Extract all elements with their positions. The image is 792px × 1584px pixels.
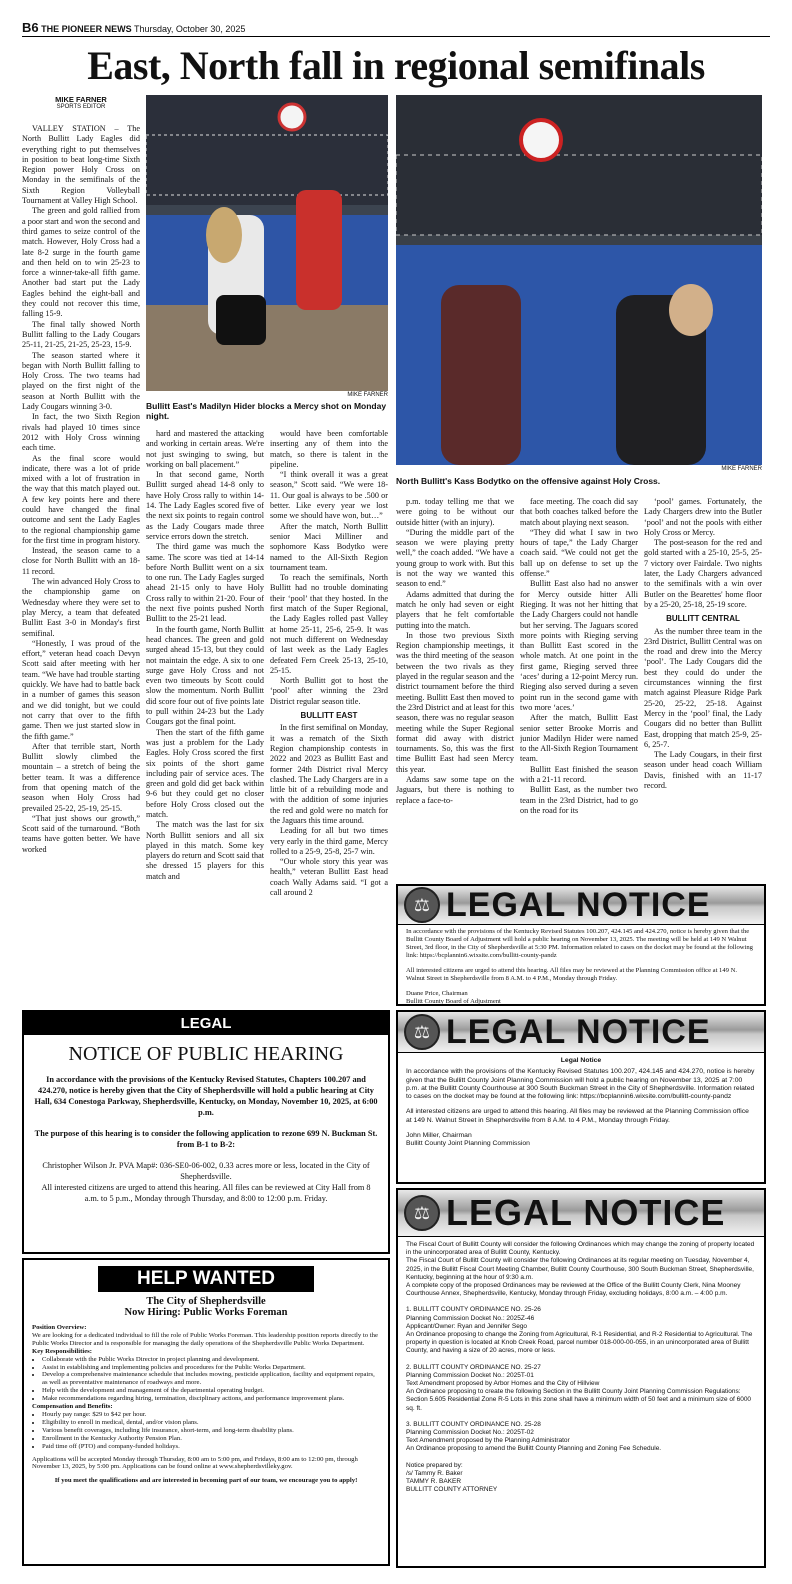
byline-name: MIKE FARNER (55, 95, 107, 104)
ordinance-item (406, 1306, 756, 1355)
paper-name: THE PIONEER NEWS (41, 24, 132, 34)
compensation-label: Compensation and Benefits: (32, 1403, 113, 1411)
article-paragraph: Bullitt East finished the season with a 21-11 record. (520, 764, 638, 785)
page-folio (22, 20, 245, 35)
prepared-line: /s/ Tammy R. Baker (406, 1469, 463, 1477)
apply-text: Applications will be accepted Monday through Thursday, 8:00 am to 5:00 pm, and Fridays, 8:00 am to 12:00 pm, through November 13, 2025, by 5:00 pm. Applications can be found online at www.shepherdsvilleky.gov. (32, 1455, 358, 1471)
article-paragraph: In those two previous Sixth Region championship meetings, it was the third meeting of the season between the two rivals as they played in the regular season and the district tournament before the third meeting. Bullitt East then moved to the 23rd District and at least for this season, there was no regular season meeting while the Super Regional format did away with district tournaments. So, this was the first time Bullitt East had seen Mercy this year. (396, 630, 514, 774)
overview-text: We are looking for a dedicated individual to fill the role of Public Works Foreman. This leadership position reports directly to the Public Works Director and is responsible for managing the daily operations of the Shepherdsville Public Works Department. (32, 1331, 378, 1347)
legal-notice-fiscal-court (396, 1188, 766, 1568)
article-column-1 (22, 124, 140, 1004)
article-paragraph: After the match, Bullitt East senior setter Brooke Morris and junior Madilyn Hider were named to the All-Sixth Region Tournament team. (520, 713, 638, 764)
article-paragraph: face meeting. The coach did say that both coaches talked before the match about playing next season. (520, 497, 638, 527)
article-paragraph: After that terrible start, North Bullitt slowly climbed the mountain – a stretch of being the better team. It was a difference from that opening match of the season when Holy Cross had prevailed 25-22, 25-19, 25-15. (22, 741, 140, 813)
article-paragraph: VALLEY STATION – The North Bullitt Lady Eagles did everything right to put themselves in position to beat long-time Sixth Region power Holy Cross on Monday in the semifinals of the Sixth Region Volleyball Tournament at Valley High School. (22, 124, 140, 206)
photo-volleyball-attack (396, 95, 762, 465)
list-item: • Various benefit coverages, including life insurance, short-term, and long-term disability plans. (42, 1427, 380, 1435)
ordinance-desc: An Ordinance proposing to create the following Section in the Bullitt County Joint Planning Commission Regulations: Section 5.605 Residential Zone R-5 Lots in this zone shall have a minimum width of 50 feet and a minimum size of 6000 sq. ft. (406, 1388, 752, 1412)
ordinance-docket: Planning Commission Docket No.: 2025T-02 (406, 1429, 534, 1437)
ordinance-item (406, 1364, 756, 1413)
article-column-6 (644, 497, 762, 879)
scales-of-justice-icon: ⚖ (404, 887, 440, 923)
legal1-paragraph: In accordance with the provisions of the Kentucky Revised Statutes 100.207, 424.145 and 424.270, notice is hereby given that the Bullitt County Board of Adjustment will hold a public hearing on November 13, 2025. The meeting will be held at 149 N Walnut Street, 3rd floor, in the City of Shepherdsville at 5:30 PM. Information related to cases on the docket may be found at the following link: https://bcplannin6.wixsite.com/bullitt-county-pandz (406, 928, 753, 959)
article-paragraph: ‘pool’ games. Fortunately, the Lady Chargers drew into the Butler ‘pool’ and not the pools with either Holy Cross or Mercy. (644, 497, 762, 537)
photo-volleyball-block (146, 95, 388, 391)
legal-notice-title: LEGAL NOTICE (446, 1012, 711, 1051)
help-wanted-bar: HELP WANTED (98, 1266, 314, 1292)
photo1-caption: Bullitt East's Madilyn Hider blocks a Mercy shot on Monday night. (146, 401, 387, 421)
legal-notice-title: LEGAL NOTICE (446, 1192, 726, 1233)
notice-intro: In accordance with the provisions of the Kentucky Revised Statutes, Chapters 100.207 and 424.270, notice is hereby given that the City of Shepherdsville will hold a public hearing at City Hall, 634 Conestoga Parkway, Shepherdsville, Kentucky, on Monday, November 10, 2025, at 6:00 p.m. (34, 1075, 378, 1117)
notice-bar: LEGAL (24, 1012, 388, 1035)
ordinance-item (406, 1421, 756, 1454)
article-column-5 (520, 497, 638, 879)
article-paragraph: To reach the semifinals, North Bullitt had no trouble dominating their ‘pool’ that they hosted. In the first match of the Super Regional, the Lady Eagles rolled past Valley at home 25-11, 25-6, 25-9. It was not much different on Wednesday of last week as the Lady Eagles defeated Fern Creek 25-13, 25-10, 25-15. (270, 573, 388, 675)
article-paragraph: “They did what I saw in two hours of tape,” the Lady Charger coach said. “We could not get the ball up on defense to set up the offense.” (520, 527, 638, 579)
article-paragraph: As the number three team in the 23rd District, Bullitt Central was on the road and drew into the Mercy ‘pool’. The Lady Cougars did the best they could do under the circumstances winning the first match against Pleasure Ridge Park 25-20, 25-22, 25-18. Against Mercy in the ‘pool’ final, the Lady Cougars did no better than Bullitt East, dropping that match 25-9, 25-6, 25-7. (644, 626, 762, 749)
article-column-3 (270, 429, 388, 1005)
notice-closing: All interested citizens are urged to attend this hearing. All files can be reviewed at City Hall from 8 a.m. to 5 p.m., Monday through Thursday, and 8:00 to 12:00 p.m. Friday. (41, 1183, 371, 1203)
article-paragraph: In fact, the two Sixth Region rivals had played 10 times since 2012 with Holy Cross winning each time. (22, 412, 140, 453)
article-paragraph: After the match, North Bullitt senior Maci Milliner and sophomore Kass Bodytko were named to the All-Sixth Region tournament team. (270, 521, 388, 572)
legal2-signature-org: Bullitt County Joint Planning Commission (406, 1140, 530, 1148)
prepared-line: BULLITT COUNTY ATTORNEY (406, 1486, 498, 1494)
legal2-paragraph: In accordance with the provisions of the Kentucky Revised Statutes 100.207, 424.145 and 424.270, notice is hereby given that the Bullitt County Joint Planning Commission will hold a public hearing on November 13, 2025 at 7:00 p.m. at the Bullitt County Courthouse at 300 South Buckman Street in the City of Shepherdsville. Information related to cases on the docket may be found at the following link: https://bcplannin6.wixsite.com/bullitt-county-pandz (406, 1068, 755, 1101)
article-paragraph: In that second game, North Bullitt surged ahead 14-8 only to have Holy Cross rally to within 14-14. The Lady Eagles scored five of the next six points to regain control as the Lady Cougars made three service errors down the stretch. (146, 470, 264, 541)
article-paragraph: “That just shows our growth,” Scott said of the turnaround. “Both teams have gotten better. We have worked (22, 813, 140, 854)
article-paragraph: “Honestly, I was proud of the effort,” veteran head coach Devyn Scott said after meeting with her team. “We have had trouble starting quickly. We have had to battle back in a number of games this season and we did tonight, but we could not carry that over to the fifth game. Then we just started slow in the fifth game.” (22, 638, 140, 741)
notice-purpose: The purpose of this hearing is to consider the following application to rezone 699 N. Buckman St. from B-1 to B-2: (34, 1129, 378, 1149)
page-number: B6 (22, 20, 39, 35)
fiscal-court-line: The Fiscal Court of Bullitt County will consider the following Ordinances at its regular meeting on Tuesday, November 4, 2025, in the Bullitt Fiscal Court Meeting Chamber, Bullitt County Courthouse, 300 South Buckman Street, Shepherdsville, Kentucky, beginning at the hour of 9:30 a.m. (406, 1257, 754, 1281)
legal-notice-planning-commission (396, 1010, 766, 1184)
notice-of-public-hearing (22, 1010, 390, 1254)
article-paragraph: North Bullitt got to host the ‘pool’ after winning the 23rd District regular season title. (270, 676, 388, 706)
ordinance-who: Text Amendment proposed by Arbor Homes and the City of Hillview (406, 1380, 600, 1388)
legal-notice-body (398, 1053, 764, 1153)
legal2-signature: John Miller, Chairman (406, 1132, 472, 1140)
ordinance-num: 2. BULLITT COUNTY ORDINANCE NO. 25-27 (406, 1363, 541, 1371)
legal1-signature-org: Bullitt County Board of Adjustment (406, 998, 501, 1005)
article-paragraph: p.m. today telling me that we were going to be without our outside hitter (with an injury). (396, 497, 514, 527)
list-item: • Eligibility to enroll in medical, dental, and/or vision plans. (42, 1419, 380, 1427)
list-item: • Enrollment in the Kentucky Authority Pension Plan. (42, 1435, 380, 1443)
list-item: • Help with the development and management of the departmental operating budget. (42, 1387, 380, 1395)
fiscal-court-line: A complete copy of the proposed Ordinances may be reviewed at the Office of the Bullitt County Clerk, Nina Mooney Courthouse Annex, Shepherdsville, Kentucky, Monday through Friday, excluding holidays, 8:00 a.m. – 4:00 p.m. (406, 1282, 741, 1298)
help-wanted-role: Now Hiring: Public Works Foreman (124, 1307, 288, 1318)
article-paragraph: “Our whole story this year was health,” veteran Bullitt East head coach Wally Adams said. “I got a call around 2 (270, 857, 388, 898)
notice-prepared-by (406, 1462, 756, 1495)
article-paragraph: In the first semifinal on Monday, it was a rematch of the Sixth Region championship contests in 2022 and 2023 as Bullitt East and former 24th District rival Mercy clashed. The Lady Chargers are in a little bit of a rebuilding mode and with the addition of some injuries the red and gold were no match for the Jaguars this time around. (270, 723, 388, 825)
byline (22, 95, 140, 110)
legal-notice-body (398, 1237, 764, 1498)
article-paragraph: The match was the last for six North Bullitt seniors and all six played in this match. Some key players do return and Scott said that she dressed 15 players for this match and (146, 820, 264, 881)
photo2-credit: MIKE FARNER (721, 466, 762, 472)
ordinance-num: 3. BULLITT COUNTY ORDINANCE NO. 25-28 (406, 1420, 541, 1428)
byline-role: SPORTS EDITOR (56, 104, 106, 110)
legal-notice-body (398, 925, 764, 1009)
article-paragraph: Instead, the season came to a close for North Bullitt with an 18-11 record. (22, 546, 140, 576)
apply-closing: If you meet the qualifications and are interested in becoming part of our team, we encourage you to apply! (54, 1477, 358, 1485)
photo2-caption: North Bullitt's Kass Bodytko on the offensive against Holy Cross. (396, 476, 661, 486)
issue-date: Thursday, October 30, 2025 (134, 24, 246, 34)
list-item: • Paid time off (PTO) and company-funded holidays. (42, 1443, 380, 1451)
legal1-signature: Duane Price, Chairman (406, 990, 468, 997)
headline: East, North fall in regional semifinals (87, 43, 705, 88)
fiscal-court-line: The Fiscal Court of Bullitt County will consider the following Ordinances which may change the zoning of property located in the unincorporated area of Bullitt County, Kentucky. (406, 1241, 755, 1257)
help-wanted-body (24, 1324, 388, 1485)
article-paragraph: would have been comfortable inserting any of them into the match, so there is talent in the pipeline. (270, 429, 388, 469)
article-paragraph: The third game was much the same. The score was tied at 14-14 before North Bullitt went on a six to one run. The Lady Eagles surged ahead 21-15 only to have Holy Cross rally to within 21-20. Four of the next five points pushed North Bullitt to the 25-21 lead. (146, 542, 264, 624)
legal1-paragraph: All interested citizens are urged to attend this hearing. All files may be reviewed at the Planning Commission office at 149 N. Walnut Street in Shepherdsville from 8 A.M. to 4 P.M., Monday through Friday. (406, 967, 738, 982)
ordinance-who: Text Amendment proposed by the Planning Administrator (406, 1437, 570, 1445)
article-paragraph: In the fourth game, North Bullitt head chances. The green and gold surged ahead 15-13, but they could not maintain the edge. A six to one surge gave Holy Cross and not even two timeouts by Scott could slow the momentum. North Bullitt did score four out of five points late to pull within 24-23 but the Lady Cougars got the final point. (146, 624, 264, 727)
photo1-credit: MIKE FARNER (347, 392, 388, 398)
article-subhead: BULLITT EAST (300, 711, 358, 721)
legal-notice-header (398, 886, 764, 925)
list-item: • Assist in establishing and implementing policies and procedures for the Public Works Department. (42, 1364, 380, 1372)
article-column-4 (396, 497, 514, 879)
responsibilities-label: Key Responsibilities: (32, 1347, 93, 1355)
legal-notice-header (398, 1012, 764, 1053)
list-item: • Collaborate with the Public Works Director in project planning and development. (42, 1356, 380, 1364)
notice-applicant: Christopher Wilson Jr. PVA Map#: 036-SE0-06-002, 0.33 acres more or less, located in the City of Shepherdsville. (42, 1161, 370, 1181)
responsibilities-list (32, 1356, 380, 1403)
article-paragraph: Bullitt East also had no answer for Mercy outside hitter Alli Rieging. It was not her hitting that the Lady Chargers could not handle but her serving. The Jaguars scored more points with Rieging serving than Bullitt East scored in the whole match. At one point in the first game, Rieging served three ‘aces’ during a 12-point Mercy run. Rieging also served during a seven point run in the second game with two more ‘aces.’ (520, 579, 638, 712)
legal2-paragraph: All interested citizens are urged to attend this hearing. All files may be reviewed at the Planning Commission office at 149 N. Walnut Street in Shepherdsville from 8 A.M. to 4 P.M., Monday through Friday. (406, 1108, 749, 1124)
article-paragraph: Then the start of the fifth game was just a problem for the Lady Eagles. Holy Cross scored the first six points of the short game including pair of service aces. The green and gold did get back within 9-6 but they could get no closer before Holy Cross closed out the match. (146, 727, 264, 819)
article-paragraph: The season started where it began with North Bullitt falling to Holy Cross. The two teams had played on the first night of the season at North Bullitt with the Lady Cougars winning 3-0. (22, 350, 140, 412)
article-paragraph: The post-season for the red and gold started with a 25-10, 25-5, 25-7 victory over Fairdale. Two nights later, the Lady Chargers advanced to the semifinals with a win over Butler on the Bearettes' home floor by a 25-20, 25-18, 25-19 score. (644, 538, 762, 609)
photo-volleyball-attack-image (396, 95, 762, 465)
ordinance-desc: An Ordinance proposing to change the Zoning from Agricultural, R-1 Residential, and R-2 Residential to Agricultural. The property in question is located at Knob Creek Road, parcel number 018-000-00-055, in an unincorporated area of Bullitt County, and having a size of 20 acres, more or less. (406, 1331, 753, 1355)
article-paragraph: The final tally showed North Bullitt falling to the Lady Cougars 25-11, 21-25, 21-25, 25-23, 15-9. (22, 319, 140, 350)
article-paragraph: “During the middle part of the season we were playing pretty well,” the coach added. “We have a young group to work with. But this is not the way we wanted this season to end.” (396, 527, 514, 589)
list-item: • Develop a comprehensive maintenance schedule that includes mowing, pesticide application, facility and equipment repairs, as well as preventative maintenance of roadways and more. (42, 1371, 380, 1387)
help-wanted-ad (22, 1258, 390, 1566)
legal-notice-title: LEGAL NOTICE (446, 885, 711, 924)
article-paragraph: hard and mastered the attacking and working in certain areas. We're not just swinging to swing, but working on ball placement.” (146, 429, 264, 469)
prepared-line: Notice prepared by: (406, 1461, 463, 1469)
list-item: • Hourly pay range: $29 to $42 per hour. (42, 1411, 380, 1419)
help-wanted-org: The City of Shepherdsville (146, 1296, 266, 1307)
list-item: • Make recommendations regarding hiring, termination, disciplinary actions, and performance improvement plans. (42, 1395, 380, 1403)
ordinance-docket: Planning Commission Docket No.: 2025Z-46 (406, 1314, 535, 1322)
ordinance-desc: An Ordinance proposing to amend the Bullitt County Planning and Zoning Fee Schedule. (406, 1445, 662, 1453)
ordinance-num: 1. BULLITT COUNTY ORDINANCE NO. 25-26 (406, 1306, 541, 1314)
legal2-subtitle: Legal Notice (560, 1057, 602, 1064)
overview-label: Position Overview: (32, 1324, 87, 1331)
article-paragraph: Bullitt East, as the number two team in the 23rd District, had to go on the road for its (520, 785, 638, 815)
legal-notice-board-of-adjustment (396, 884, 766, 1006)
photo-volleyball-block-image (146, 95, 388, 391)
scales-of-justice-icon: ⚖ (404, 1195, 440, 1231)
notice-title: NOTICE OF PUBLIC HEARING (68, 1043, 344, 1065)
article-paragraph: Adams admitted that during the match he only had seven or eight players that he felt comfortable putting into the match. (396, 589, 514, 630)
scales-of-justice-icon: ⚖ (404, 1014, 440, 1050)
article-paragraph: “I think overall it was a great season,” Scott said. “We were 18-11. Our goal is always to be .500 or better. Like every year we lost some we should have won, but…” (270, 470, 388, 521)
article-subhead: BULLITT CENTRAL (666, 614, 740, 624)
folio-rule (22, 36, 770, 37)
article-paragraph: As the final score would indicate, there was a lot of pride mixed with a lot of frustration in the way that this match played out. A few key points here and there could have changed the final outcome and sent the Lady Eagles to the regional championship game for the first time in program history. (22, 453, 140, 545)
prepared-line: TAMMY R. BAKER (406, 1478, 462, 1486)
ordinance-who: Applicant/Owner: Ryan and Jennifer Sego (406, 1322, 528, 1330)
legal-notice-header (398, 1190, 764, 1237)
article-paragraph: The Lady Cougars, in their first season under head coach William Davis, finished with an 11-17 record. (644, 750, 762, 791)
article-paragraph: The green and gold rallied from a poor start and won the second and third games to seize control of the match. However, Holy Cross had a late 8-2 surge in the fourth game and then held on to win 25-23 to force a winner-take-all fifth game. Another bad start put the Lady Eagles behind the eight-ball and they could not recover this time, falling 15-9. (22, 206, 140, 319)
article-paragraph: Adams saw some tape on the Jaguars, but there is nothing to replace a face-to- (396, 775, 514, 805)
ordinance-docket: Planning Commission Docket No.: 2025T-01 (406, 1371, 534, 1379)
article-paragraph: The win advanced Holy Cross to the championship game on Wednesday where they were set to play Mercy, a team that defeated Bullitt East 3-0 in Monday's first semifinal. (22, 577, 140, 638)
compensation-list (32, 1411, 380, 1451)
article-column-2 (146, 429, 264, 1005)
article-paragraph: Leading for all but two times very early in the third game, Mercy rolled to a 25-9, 25-8, 25-7 win. (270, 826, 388, 856)
